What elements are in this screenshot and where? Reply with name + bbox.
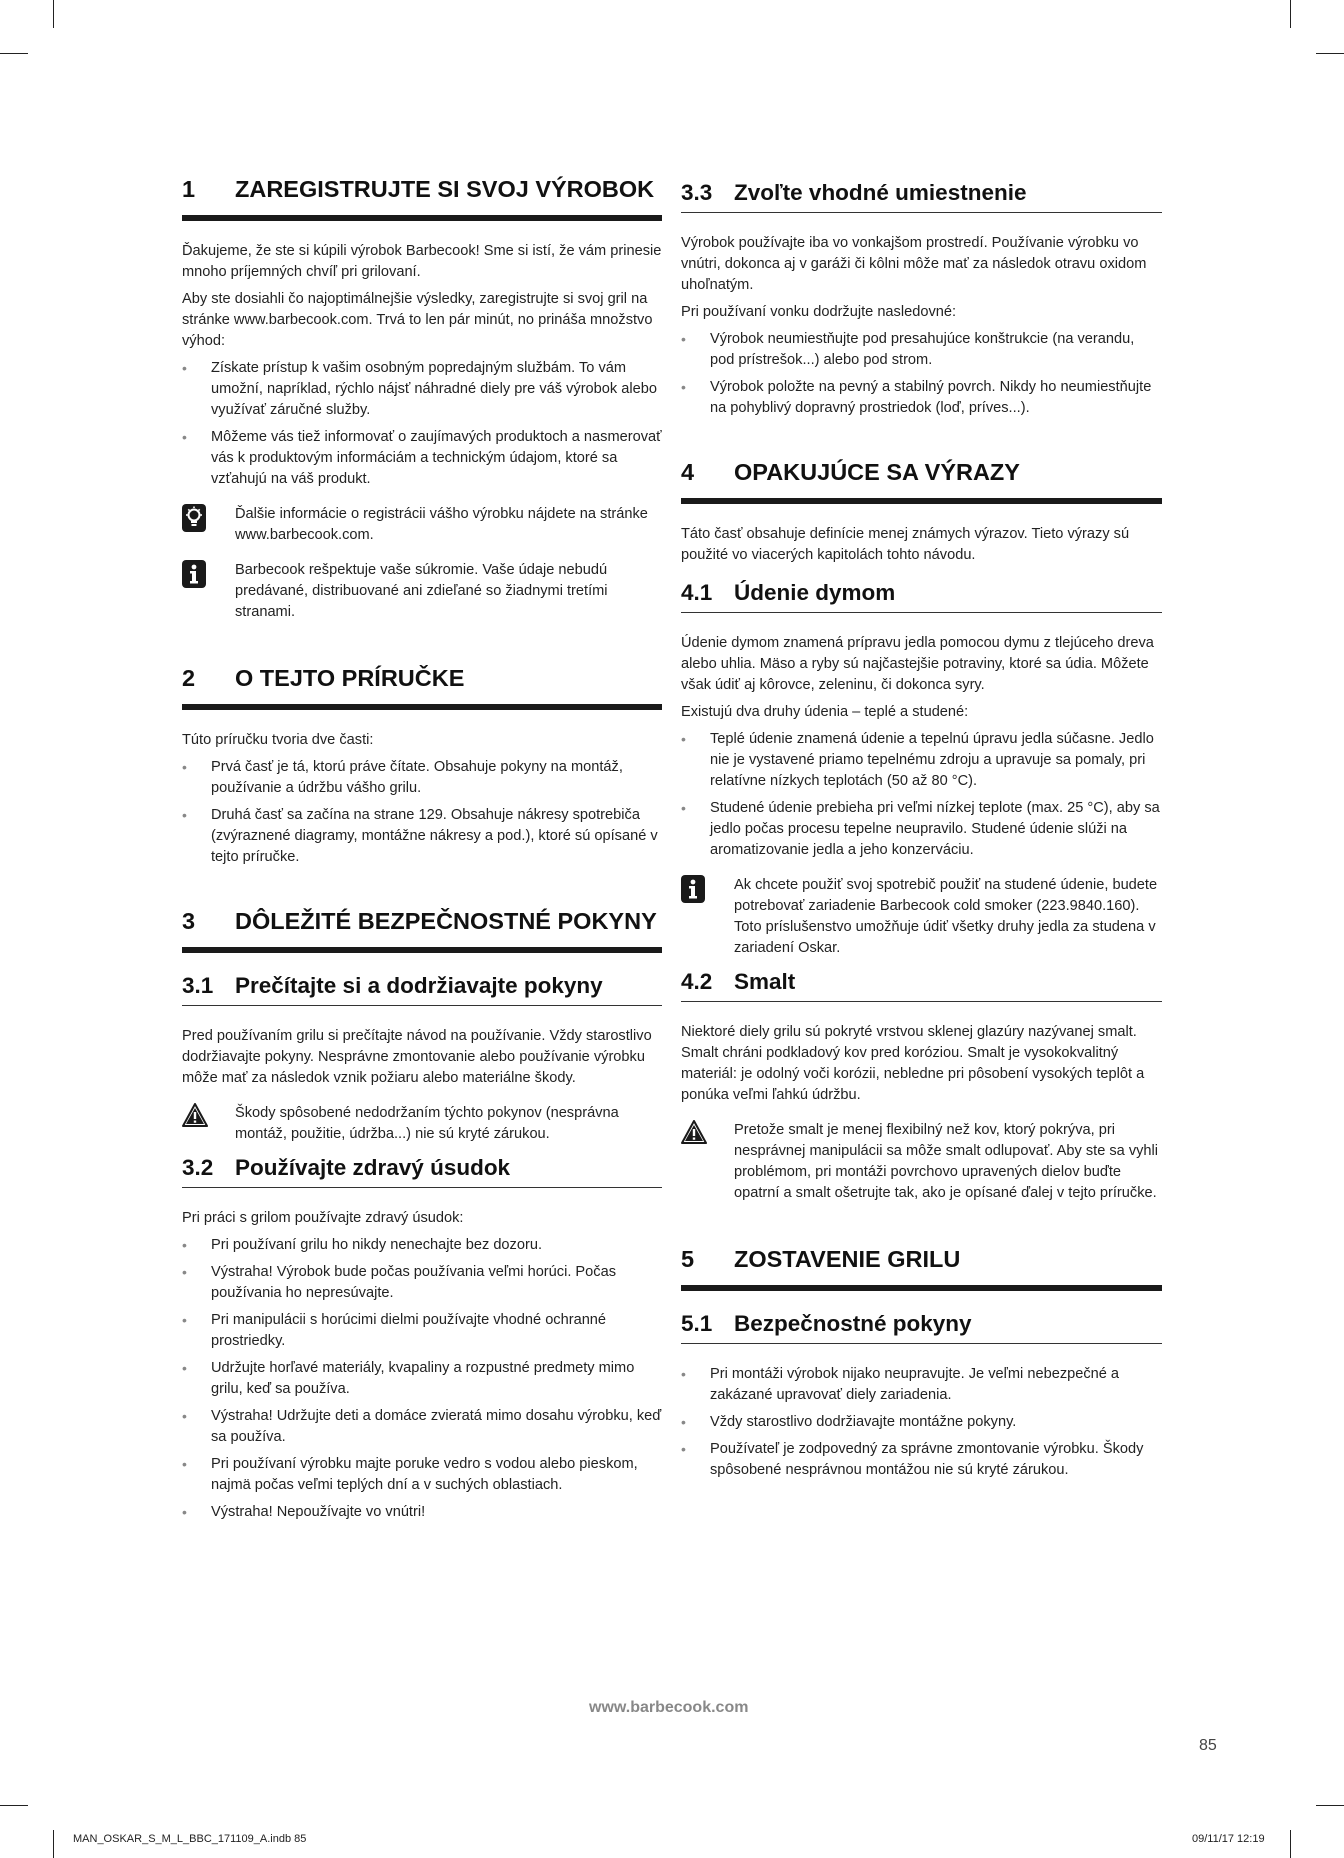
note-text: Škody spôsobené nedodržaním týchto pokynov (nesprávna montáž, použitie, údržba...) nie sú kryté zárukou. [235, 1105, 619, 1142]
list-item [182, 1310, 662, 1352]
info-note [182, 560, 662, 623]
info-icon [182, 560, 235, 623]
bullet-icon: • [182, 429, 187, 445]
warning-icon [182, 1103, 235, 1145]
right-column [681, 180, 1162, 1489]
bullet-icon: • [182, 1456, 187, 1472]
warning-note [681, 1120, 1162, 1204]
section-title: ZOSTAVENIE GRILU [734, 1246, 961, 1272]
list-item [681, 798, 1162, 861]
subsection-title: Zvoľte vhodné umiestnenie [734, 180, 1027, 205]
note-text: Barbecook rešpektuje vaše súkromie. Vaše údaje nebudú predávané, distribuované ani zdieľané so žiadnymi tretími stranami. [235, 562, 608, 620]
subsection-number: 5.1 [681, 1311, 713, 1336]
section-number: 5 [681, 1246, 695, 1272]
list-item [182, 1454, 662, 1496]
subsection-heading-3-3 [681, 180, 1162, 213]
subsection-heading-4-2 [681, 969, 1162, 1002]
paragraph: Túto príručku tvoria dve časti: [182, 732, 374, 748]
list-item-text: Používateľ je zodpovedný za správne zmontovanie výrobku. Škody spôsobené nesprávnou montážou nie sú kryté zárukou. [710, 1441, 1144, 1478]
section-title: DÔLEŽITÉ BEZPEČNOSTNÉ POKYNY [235, 908, 657, 934]
tip-note [182, 504, 662, 546]
paragraph: Niektoré diely grilu sú pokryté vrstvou sklenej glazúry nazývanej smalt. Smalt chráni podkladový kov pred koróziou. Smalt je vysokokvalitný materiál: je odolný voči korózii, nebledne pri pôsobení vysokých teplôt a ponúka veľmi ľahkú údržbu. [681, 1024, 1145, 1103]
note-text: Pretože smalt je menej flexibilný než kov, ktorý pokrýva, pri nesprávnej manipulácii sa môže smalt odlupovať. Aby ste sa vyhli problémom, pri montáži povrchovo upravených dielov buďte opatrní a smalt ošetrujte tak, ako je opísané ďalej v tejto príručke. [734, 1122, 1159, 1201]
lightbulb-icon [182, 504, 235, 546]
subsection-title: Smalt [734, 969, 796, 994]
list-item-text: Studené údenie prebieha pri veľmi nízkej teplote (max. 25 °C), aby sa jedlo počas procesu tepelne neupravilo. Studené údenie slúži na aromatizovanie jedla a jeho konzerváciu. [710, 800, 1160, 858]
subsection-number: 3.2 [182, 1155, 214, 1180]
section-number: 3 [182, 908, 196, 934]
section-heading-5 [681, 1246, 1162, 1291]
section-title: ZAREGISTRUJTE SI SVOJ VÝROBOK [235, 176, 655, 202]
warning-note [182, 1103, 662, 1145]
list-item [182, 1406, 662, 1448]
section-title: O TEJTO PRÍRUČKE [235, 665, 465, 691]
crop-mark [0, 53, 28, 54]
note-text: Ďalšie informácie o registrácii vášho výrobku nájdete na stránke www.barbecook.com. [235, 506, 648, 543]
section-number: 4 [681, 459, 695, 485]
bullet-icon: • [182, 1312, 187, 1328]
section-heading-3 [182, 908, 662, 953]
list-item [681, 729, 1162, 792]
crop-mark [53, 1830, 54, 1858]
list-item [182, 358, 662, 421]
bullet-icon: • [182, 360, 187, 376]
section-number: 1 [182, 176, 196, 202]
list-item [681, 377, 1162, 419]
subsection-number: 3.1 [182, 973, 214, 998]
paragraph: Ďakujeme, že ste si kúpili výrobok Barbecook! Sme si istí, že vám prinesie mnoho príjemných chvíľ pri grilovaní. [182, 243, 662, 280]
subsection-title: Bezpečnostné pokyny [734, 1311, 972, 1336]
print-slug-file: MAN_OSKAR_S_M_L_BBC_171109_A.indb 85 [73, 1833, 307, 1845]
bullet-icon: • [182, 759, 187, 775]
paragraph: Táto časť obsahuje definície menej známych výrazov. Tieto výrazy sú použité vo viacerých kapitolách tohto návodu. [681, 526, 1130, 563]
paragraph: Pred používaním grilu si prečítajte návod na používanie. Vždy starostlivo dodržiavajte pokyny. Nesprávne zmontovanie alebo používanie výrobku môže mať za následok vznik požiaru alebo materiálne škody. [182, 1028, 652, 1086]
bullet-icon: • [182, 1504, 187, 1520]
bullet-icon: • [182, 1264, 187, 1280]
info-icon [681, 875, 734, 959]
list-item-text: Výrobok položte na pevný a stabilný povrch. Nikdy ho neumiestňujte na pohyblivý dopravný prostriedok (loď, príves...). [710, 379, 1152, 416]
crop-mark [1316, 53, 1344, 54]
subsection-number: 4.1 [681, 580, 713, 605]
list-item-text: Druhá časť sa začína na strane 129. Obsahuje nákresy spotrebiča (zvýraznené diagramy, montážne nákresy a pod.), ktoré sú opísané v tejto príručke. [211, 807, 658, 865]
crop-mark [0, 1805, 28, 1806]
paragraph: Aby ste dosiahli čo najoptimálnejšie výsledky, zaregistrujte si svoj gril na stránke www.barbecook.com. Trvá to len pár minút, no prináša množstvo výhod: [182, 291, 653, 349]
list-item-text: Výstraha! Výrobok bude počas používania veľmi horúci. Počas používania ho nepresúvajte. [211, 1264, 616, 1301]
bullet-icon: • [681, 800, 686, 816]
paragraph: Výrobok používajte iba vo vonkajšom prostredí. Používanie výrobku vo vnútri, dokonca aj v garáži či kôlni môže mať za následok otravu oxidom uhoľnatým. [681, 235, 1147, 293]
section-number: 2 [182, 665, 196, 691]
warning-icon [681, 1120, 734, 1204]
list-item [182, 427, 662, 490]
section-heading-4 [681, 459, 1162, 504]
crop-mark [53, 0, 54, 28]
list-item-text: Pri používaní výrobku majte poruke vedro s vodou alebo pieskom, najmä počas veľmi teplých dní a v suchých oblastiach. [211, 1456, 638, 1493]
crop-mark [1290, 1830, 1291, 1858]
list-item-text: Výrobok neumiestňujte pod presahujúce konštrukcie (na verandu, pod prístrešok...) alebo pod strom. [710, 331, 1135, 368]
bullet-icon: • [182, 1408, 187, 1424]
bullet-icon: • [681, 1441, 686, 1457]
bullet-list [681, 729, 1162, 861]
paragraph: Údenie dymom znamená prípravu jedla pomocou dymu z tlejúceho dreva alebo uhlia. Mäso a ryby sú najčastejšie potraviny, ktoré sa údia. Môžete však údiť aj kôrovce, zeleninu, či dokonca syry. [681, 635, 1154, 693]
section-title: OPAKUJÚCE SA VÝRAZY [734, 459, 1020, 485]
bullet-list [681, 329, 1162, 419]
list-item [182, 1262, 662, 1304]
subsection-heading-3-2 [182, 1155, 662, 1188]
paragraph: Existujú dva druhy údenia – teplé a studené: [681, 704, 969, 720]
note-text: Ak chcete použiť svoj spotrebič použiť na studené údenie, budete potrebovať zariadenie Barbecook cold smoker (223.9840.160). Toto príslušenstvo umožňuje údiť všetky druhy jedla za studena v zariadení Oskar. [734, 877, 1158, 956]
subsection-heading-5-1 [681, 1311, 1162, 1344]
list-item [182, 1502, 662, 1523]
list-item [182, 1358, 662, 1400]
list-item [182, 757, 662, 799]
bullet-list [681, 1364, 1162, 1481]
list-item-text: Pri používaní grilu ho nikdy nenechajte bez dozoru. [211, 1237, 542, 1253]
subsection-title: Prečítajte si a dodržiavajte pokyny [235, 973, 603, 998]
list-item [681, 1412, 1162, 1433]
list-item [182, 1235, 662, 1256]
list-item-text: Pri montáži výrobok nijako neupravujte. Je veľmi nebezpečné a zakázané upravovať diely zariadenia. [710, 1366, 1120, 1403]
list-item-text: Vždy starostlivo dodržiavajte montážne pokyny. [710, 1414, 1017, 1430]
bullet-icon: • [182, 1360, 187, 1376]
subsection-title: Používajte zdravý úsudok [235, 1155, 511, 1180]
list-item [681, 1439, 1162, 1481]
list-item-text: Prvá časť je tá, ktorú práve čítate. Obsahuje pokyny na montáž, používanie a údržbu vášho grilu. [211, 759, 623, 796]
bullet-icon: • [681, 1414, 686, 1430]
bullet-icon: • [681, 731, 686, 747]
subsection-number: 3.3 [681, 180, 713, 205]
paragraph: Pri práci s grilom používajte zdravý úsudok: [182, 1210, 464, 1226]
crop-mark [1290, 0, 1291, 28]
section-heading-1 [182, 176, 662, 221]
crop-mark [1316, 1805, 1344, 1806]
list-item-text: Získate prístup k vašim osobným popredajným službám. To vám umožní, napríklad, rýchlo nájsť náhradné diely pre váš výrobok alebo využívať záručné služby. [211, 360, 657, 418]
list-item-text: Udržujte horľavé materiály, kvapaliny a rozpustné predmety mimo grilu, keď sa používa. [211, 1360, 635, 1397]
left-column [182, 176, 662, 1531]
list-item-text: Pri manipulácii s horúcimi dielmi používajte vhodné ochranné prostriedky. [211, 1312, 607, 1349]
subsection-heading-4-1 [681, 580, 1162, 613]
bullet-icon: • [681, 331, 686, 347]
list-item-text: Môžeme vás tiež informovať o zaujímavých produktoch a nasmerovať vás k produktovým informáciám a technickým údajom, ktoré sa vzťahujú na váš produkt. [211, 429, 662, 487]
footer-url: www.barbecook.com [589, 1699, 749, 1716]
list-item-text: Výstraha! Nepoužívajte vo vnútri! [211, 1504, 426, 1520]
bullet-list [182, 358, 662, 490]
list-item-text: Výstraha! Udržujte deti a domáce zvieratá mimo dosahu výrobku, keď sa používa. [211, 1408, 662, 1445]
section-heading-2 [182, 665, 662, 710]
bullet-icon: • [182, 1237, 187, 1253]
subsection-heading-3-1 [182, 973, 662, 1006]
list-item [681, 1364, 1162, 1406]
bullet-icon: • [681, 379, 686, 395]
subsection-title: Údenie dymom [734, 580, 896, 605]
bullet-icon: • [182, 807, 187, 823]
page-number: 85 [1199, 1737, 1217, 1754]
list-item-text: Teplé údenie znamená údenie a tepelnú úpravu jedla súčasne. Jedlo nie je vystavené priamo tepelnému zdroju a upravuje sa pomaly, pri relatívne nízkych teplotách (50 až 80 °C). [710, 731, 1154, 789]
list-item [681, 329, 1162, 371]
subsection-number: 4.2 [681, 969, 713, 994]
paragraph: Pri používaní vonku dodržujte nasledovné: [681, 304, 957, 320]
info-note [681, 875, 1162, 959]
print-slug-date: 09/11/17 12:19 [1192, 1833, 1265, 1845]
list-item [182, 805, 662, 868]
bullet-list [182, 757, 662, 868]
bullet-icon: • [681, 1366, 686, 1382]
bullet-list [182, 1235, 662, 1523]
